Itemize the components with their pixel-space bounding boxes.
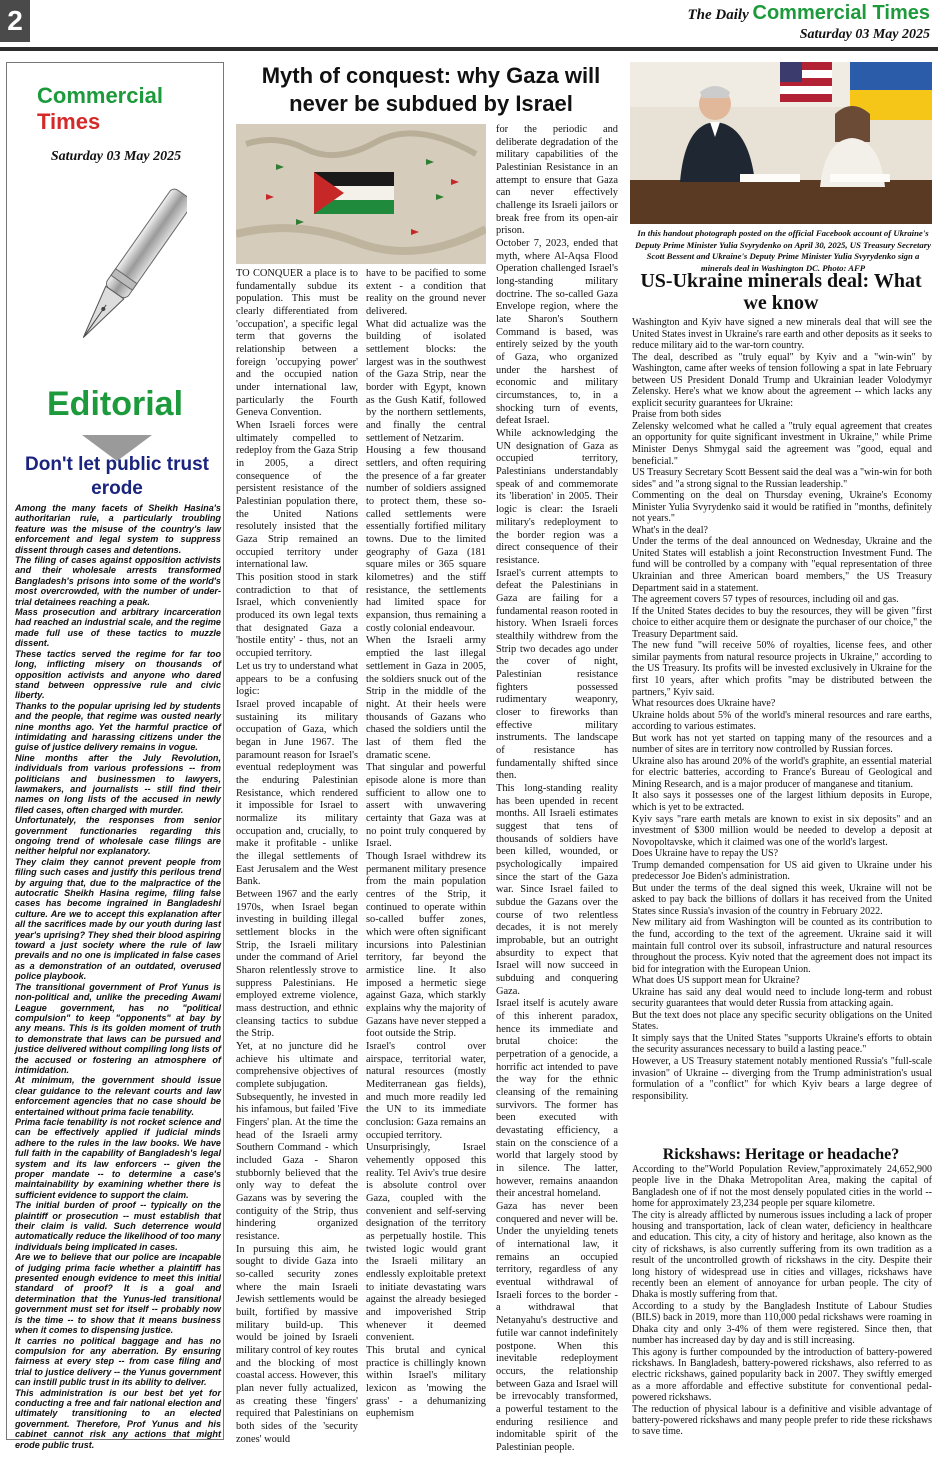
paragraph: According to a study by the Bangladesh Institute of Labour Studies (BILS) back in 2019, more than 110,000 pedal rickshaws were roaming in Dhaka city and only 3-4% of them were registered. Since then, that number has increased day by day and is still increasing. — [632, 1300, 932, 1347]
paragraph: Subsequently, he invested in his infamous, but failed 'Five Fingers' plan. At the time the head of the Israeli army Southern Command - which included Gaza - Sharon stubbornly believed that the only way to defeat the Gazans was by severing the contiguity of the Strip, thus hindering organized resistance. — [236, 1091, 358, 1243]
paragraph: According to the"World Population Review,"approximately 24,652,900 people live in the Dhaka Metropolitan Area, making the capital of Bangladesh one of if not the most densely populated cities in the world -- home for approximately 23,234 people per square kilometre. — [632, 1164, 932, 1210]
paragraph: Though Israel withdrew its permanent military presence from the main population centres of the Strip, it continued to operate within so-called buffer zones, which were often significant incursions into Palestinian territory, far beyond the armistice line. It also imposed a hermetic siege against Gaza, which starkly explains why the majority of Gazans have never stepped a foot outside the Strip. — [366, 850, 487, 1040]
masthead — [688, 2, 931, 43]
paragraph: These tactics served the regime for far too long, inflicting misery on thousands of opposition activists and anyone who dared stand between oppressive rule and civic liberty. — [15, 648, 221, 701]
paragraph: New military aid from Washington will be counted as its contribution to the fund, according to the text of the agreement. Ukraine said it will maintain full control over its subsoil, infrastructure and natural resources throughout the process. Kyiv noted that the agreement does not impact its bid for integration with the European Union. — [632, 917, 932, 975]
subheading: Praise from both sides — [632, 409, 722, 421]
paragraph: Washington and Kyiv have signed a new minerals deal that will see the United States invest in Ukraine's rare earth and other deposits as it seeks to reduce military aid to the war-torn country. — [632, 317, 932, 352]
paragraph: Ukraine holds about 5% of the world's mineral resources and rare earths, according to various estimates. — [632, 709, 932, 733]
subheading: What resources does Ukraine have? — [632, 698, 776, 710]
paragraph: When the Israeli army emptied the last illegal settlement in Gaza in 2005, the soldiers snuck out of the Strip in the middle of the night. At their heels were thousands of Gazans who chased the soldiers until the last of them fled the dramatic scene. — [366, 635, 486, 761]
paragraph: Unsurprisingly, Israel vehemently opposed this reality. Tel Aviv's true desire is absolute control over Gaza, coupled with the convenient and self-serving designation of the territory as perpetually hostile. This twisted logic would grant the Israeli military an endlessly exploitable pretext to initiate devastating wars against the already besieged and impoverished Strip whenever it deemed convenient. — [366, 1142, 486, 1344]
paragraph: TO CONQUER a place is to fundamentally subdue its population. This must be clearly differentiated from 'occupation', a specific legal term that governs the relationship between a foreign 'occupying power' and the occupied nation under international law, particularly the Fourth Geneva Convention. — [236, 268, 358, 419]
paragraph: Between 1967 and the early 1970s, when Israel began investing in building illegal settlement blocks in the Strip, the Israeli military under the command of Ariel Sharon relentlessly strove to suppress Palestinians. He employed extreme violence, mass destruction, and ethnic cleansing tactics to subdue the Strip. — [236, 888, 358, 1040]
gaza-article-column-2 — [366, 268, 486, 1421]
minerals-article-title: US-Ukraine minerals deal: What we know — [640, 270, 922, 314]
paragraph: What did actualize was the building of isolated settlement blocks: the largest was in the southwest of the Gaza Strip, near the border with Egypt, known as the Gush Katif, followed by the northern settlements, and finally the central settlement of Netzarim. — [366, 318, 486, 444]
minerals-deal-signing-photo — [630, 62, 932, 224]
paragraph: for the periodic and deliberate degradation of the military capabilities of the Palestinian Resistance in an attempt to ensure that Gaza can never effectively challenge its Israeli jailors or break free from its open-air prison. — [496, 124, 618, 237]
paragraph: When Israeli forces were ultimately compelled to redeploy from the Gaza Strip in 2005, a direct consequence of the persistent resistance of the Palestinian population there, the United Nations resolutely insisted that the Gaza Strip remained an occupied territory under international law. — [236, 420, 358, 571]
section-label: Editorial — [47, 385, 184, 423]
paragraph: The reduction of physical labour is a definitive and visible advantage of battery-powered rickshaws and many people prefer to ride these rickshaws to save time. — [632, 1403, 932, 1438]
paragraph: This position stood in stark contradiction to that of Israel, which conveniently produced its own legal texts that designated Gaza a 'hostile entity' - thus, not an occupied territory. — [236, 572, 358, 660]
paragraph: Ukraine also has around 20% of the world's graphite, an essential material for electric batteries, according to France's Bureau of Geological and Mining Research, and is a major producer of manganese and titanium. — [632, 755, 932, 790]
paragraph: The agreement covers 57 types of resources, including oil and gas. — [632, 594, 899, 606]
paragraph: The filing of cases against opposition activists and their wholesale arrests transformed Bangladesh's prisons into some of the world's most overcrowded, with the number of under-trial detainees reaching a peak. — [15, 555, 221, 607]
paragraph: have to be pacified to some extent - a condition that reality on the ground never delivered. — [366, 268, 486, 318]
paragraph: Thanks to the popular uprising led by students and the people, that regime was ousted nearly nine months ago. Yet the harmful practice of intimidating and harassing citizens under the guise of justice delivery remains in vogue. — [15, 700, 221, 753]
paragraph: But the text does not place any specific security obligations on the United States. — [632, 1009, 932, 1033]
fountain-pen-icon — [77, 178, 187, 368]
paragraph: The deal, described as "truly equal" by Kyiv and a "win-win" by Washington, came after weeks of tension following a spat in late February between US President Donald Trump and Ukrainian leader Volodymyr Zelensky. Here's what we know about the agreement -- which lacks any explicit security guarantees for Ukraine: — [632, 351, 932, 409]
subheading: What's in the deal? — [632, 524, 708, 536]
paragraph: October 7, 2023, ended that myth, where Al-Aqsa Flood Operation challenged Israel's long-standing military doctrine. The so-called Gaza Envelope region, where the late Sharon's Southern Command is based, was entirely seized by the youth of Gaza, who organized under the harshest of economic and military circumstances, to, in a shocking turn of events, defeat Israel. — [496, 238, 618, 427]
paragraph: Ukraine has said any deal would need to include long-term and robust security guarantees that would deter Russia from attacking again. — [632, 986, 932, 1010]
paragraph: They claim they cannot prevent people from filing such cases and justify this perilous trend by arguing that, due to the malpractice of the autocratic Sheikh Hasina regime, filing false cases has become ingrained in Bangladeshi culture. Are we to accept this explanation after all the sacrifices made by our youth during last year's uprising? They shed their blood aspiring toward a just society where the rule of law prevails and no one is implicated in false cases as a demonstration of an outdated, overused police playbook. — [15, 856, 221, 982]
paragraph: Housing a few thousand settlers, and often requiring the presence of a far greater number of soldiers assigned to protect them, these so-called settlements were essentially fortified military towns. Due to the limited geography of Gaza (181 square miles or 365 square kilometres) and the stiff resistance, the settlements had limited space for expansion, thus remaining a costly colonial endeavour. — [366, 445, 486, 634]
issue-date: Saturday 03 May 2025 — [799, 27, 930, 42]
rickshaw-article-title: Rickshaws: Heritage or headache? — [662, 1146, 900, 1163]
paper-title: Commercial Times — [752, 2, 930, 24]
header-rule — [0, 47, 938, 51]
gaza-article-column-1 — [236, 268, 358, 1446]
paragraph: At minimum, the government should issue clear guidance to the relevant courts and law enforcement agencies that no case should be entertained without prima facie tenability. — [15, 1075, 221, 1117]
sidebar-date: Saturday 03 May 2025 — [50, 149, 182, 164]
paragraph: But work has not yet started on tapping many of the resources and a number of sites are in territory now controlled by Russian forces. — [632, 732, 932, 756]
paragraph: US Treasury Secretary Scott Bessent said the deal was a "win-win for both sides" and "a strong signal to the Russian leadership." — [632, 467, 932, 490]
logo-word-times: Times — [37, 109, 101, 134]
paragraph: This long-standing reality has been upended in recent months. All Israeli estimates suggest that tens of thousands of soldiers have been killed, wounded, or psychologically impaired since the start of the Gaza war. Since Israel failed to subdue the Gazans over the course of two relentless decades, it is not merely improbable, but an outright absurdity to expect that Israel will now succeed in subduing and conquering Gaza. — [496, 782, 618, 997]
paragraph: Are we to believe that our police are incapable of judging prima facie whether a plaintiff has presented enough evidence to meet this initial standard of proof? It is a goal and determination that the Yunus-led transitional government must set for itself -- probably now is the time -- to show that it means business when it comes to dispensing justice. — [15, 1252, 221, 1336]
paragraph: Prima facie tenability is not rocket science and can be effectively applied if judicial minds adhere to the rules in the law books. We have full faith in the capability of Bangladesh's legal system and its law enforcers -- given the proper mandate -- to determine a case's maintainability by examining whether there is sufficient evidence to support the claim. — [15, 1116, 221, 1200]
paragraph: Unfortunately, the responses from senior government functionaries regarding this ongoing trend of wholesale case filings are neither helpful nor explanatory. — [15, 815, 221, 857]
paragraph: The city is already afflicted by numerous issues including a lack of proper housing and transportation, lack of clean water, deficiency in healthcare and education. This city, a city of history and heritage, also known as the city of rickshaws, is also currently suffering from its own tradition as a result of the uncontrolled growth of rickshaws in the city. Despite their long history of widespread use in cities and villages, rickshaws have recently been an element of annoyance for urban people. The city of Dhaka is mostly suffering from that. — [632, 1209, 932, 1301]
paragraph: Israel itself is acutely aware of this inherent paradox, hence its immediate and brutal choice: the perpetration of a genocide, a horrific act intended to pave the way for the ethnic cleansing of the remaining survivors. The former has been executed with devastating efficiency, a stain on the conscience of a world that largely stood by in silence. The latter, however, remains anaandon their ancestral homeland. — [496, 998, 618, 1200]
paragraph: Israel's current attempts to defeat the Palestinians in Gaza are failing for a fundamental reason rooted in history. When Israeli forces stealthily withdrew from the Strip two decades ago under the cover of night, Palestinian resistance fighters possessed rudimentary weaponry, closer to fireworks than effective military instruments. The landscape of resistance has fundamentally shifted since then. — [496, 567, 618, 782]
paragraph: That singular and powerful episode alone is more than sufficient to allow one to assert with unwavering certainty that Gaza was at no point truly conquered by Israel. — [366, 762, 486, 850]
paragraph: The new fund "will receive 50% of royalties, license fees, and other similar payments from natural resource projects in Ukraine," according to the US Treasury. Its profits will be invested exclusively in Ukraine for the first 10 years, after which profits "may be distributed between the partners," Kyiv said. — [632, 640, 932, 698]
paragraph: If the United States decides to buy the resources, they will be given "first choice to either acquire them or designate the purchaser of our choice," the Treasury Department said. — [632, 605, 932, 640]
paragraph: Yet, at no juncture did he achieve his ultimate and comprehensive objectives of complete subjugation. — [236, 1040, 358, 1090]
paragraph: Commenting on the deal on Thursday evening, Ukraine's Economy Minister Yulia Svyrydenko said it would be ratified in "months, definitely not years." — [632, 490, 932, 525]
paragraph: Trump demanded compensation for US aid given to Ukraine under his predecessor Joe Biden's administration. — [632, 859, 932, 883]
paragraph: Gaza has never been conquered and never will be. Under the unyielding tenets of international law, it remains an occupied territory, regardless of any eventual withdrawal of Israeli forces to the border - a withdrawal that Netanyahu's destructive and futile war cannot indefinitely postpone. When this inevitable redeployment occurs, the relationship between Gaza and Israel will be irrevocably transformed, a powerful testament to the enduring resilience and indomitable spirit of the Palestinian people. — [496, 1201, 618, 1453]
gaza-article-title: Myth of conquest: why Gaza will never be subdued by Israel — [261, 63, 601, 116]
paper-name — [688, 2, 931, 25]
paragraph: This brutal and cynical practice is chillingly known within Israel's military lexicon as 'mowing the grass' - a dehumanizing euphemism — [366, 1345, 486, 1420]
paragraph: Kyiv says "rare earth metals are known to exist in six deposits" and an investment of $300 million would be needed to develop a deposit at Novopoltavske, which it claimed was one of the world's largest. — [632, 813, 932, 848]
editorial-sidebar — [6, 62, 224, 1450]
subheading: What does US support mean for Ukraine? — [632, 975, 800, 987]
paragraph: The transitional government of Prof Yunus is non-political and, unlike the preceding Awami League government, has no "political compulsion" to keep "opponents" at bay by any means. This is its golden moment of truth to demonstrate that laws can be pursued and justice delivered without compiling long lists of the accused or fostering an atmosphere of intimidation. — [15, 981, 221, 1075]
paragraph: Let us try to understand what appears to be a confusing logic: — [236, 660, 358, 698]
subheading: Does Ukraine have to repay the US? — [632, 848, 779, 860]
paper-prefix: The Daily — [687, 7, 749, 23]
paragraph: Among the many facets of Sheikh Hasina's authoritarian rule, a particularly troubling feature was the misuse of the country's law enforcement and legal system to suppress dissent through cases and detentions. — [15, 503, 221, 555]
paragraph: The initial burden of proof -- typically on the plaintiff or prosecution -- must establish that their claim is valid. Such deterrence would automatically reduce the likelihood of too many individuals being implicated in cases. — [15, 1200, 221, 1252]
paragraph: It carries no political baggage and has no compulsion for any aberration. By ensuring fairness at every step -- from case filing and trial to justice delivery -- the Yunus government can instill public trust in its ability to deliver. — [15, 1335, 221, 1388]
paragraph: This agony is further compounded by the introduction of battery-powered rickshaws. In Bangladesh, battery-powered rickshaws, also referred to as electric rickshaws, gained popularity back in 2007. They swiftly emerged as a more affordable and effective substitute for conventional pedal-powered rickshaws. — [632, 1346, 932, 1404]
paragraph: However, a US Treasury statement notably mentioned Russia's "full-scale invasion" of Ukraine -- diverging from the Trump administration's usual formulation of a "conflict" for which Kyiv bears a large degree of responsibility. — [632, 1056, 932, 1102]
logo-word-commercial: Commercial — [37, 83, 163, 108]
sidebar-logo — [37, 83, 207, 135]
palestinian-flag-mural-image — [236, 124, 486, 264]
paragraph: Mass prosecution and arbitrary incarceration had reached an industrial scale, and the regime made full use of these tactics to muzzle dissent. — [15, 607, 221, 649]
editorial-body — [15, 503, 221, 1450]
paragraph: Israel proved incapable of sustaining its military occupation of Gaza, which began in June 1967. The paramount reason for Israel's eventual redeployment was the enduring Palestinian Resistance, which rendered it impossible for Israel to normalize its military occupation and, crucially, to make it profitable - unlike the illegal settlements of East Jerusalem and the West Bank. — [236, 698, 358, 888]
paragraph: It simply says that the United States "supports Ukraine's efforts to obtain the security assurances necessary to build a lasting peace." — [632, 1032, 932, 1056]
paragraph: Zelensky welcomed what he called a "truly equal agreement that creates an opportunity for quite significant investment in Ukraine," while Prime Minister Denys Shmygal said the agreement was "good, equal and beneficial." — [632, 420, 932, 467]
minerals-article-body — [632, 317, 932, 1102]
paragraph: In pursuing this aim, he sought to divide Gaza into so-called security zones where the main Israeli Jewish settlements would be built, fortified by massive military build-up. This would be joined by Israeli military control of key routes and the blocking of most coastal access. However, this plan never fully actualized, as creating these 'fingers' required that Palestinians on both sides of the 'security zones' would — [236, 1243, 358, 1445]
gaza-article-column-3 — [496, 124, 618, 1455]
paragraph: It also says it possesses one of the largest lithium deposits in Europe, which is yet to be extracted. — [632, 790, 932, 813]
paragraph: While acknowledging the UN designation of Gaza as occupied territory, Palestinians understandably speak of and commemorate its 'liberation' in 2005. Their logic is clear: the Israeli military's redeployment to the border region was a direct consequence of their resistance. — [496, 428, 618, 566]
paragraph: Under the terms of the deal announced on Wednesday, Ukraine and the United States will establish a joint Reconstruction Investment Fund. The fund will be controlled by a company with "equal representation of three Ukrainian and three American board members," the US Treasury Department said in a statement. — [632, 536, 932, 594]
paragraph: Israel's control over airspace, territorial water, natural resources (mostly Mediterranean gas fields), and much more readily led the UN to its immediate conclusion: Gaza remains an occupied territory. — [366, 1040, 486, 1141]
rickshaw-article-body — [632, 1164, 932, 1438]
editorial-headline: Don't let public trust erode — [25, 454, 209, 499]
photo-caption: In this handout photograph posted on the official Facebook account of Ukraine's Deputy Prime Minister Yulia Svyrydenko on April 30, 2025, US Treasury Secretary Scott Bessent and Ukraine's Deputy Prime Minister Yulia Svyrydenko sign a minerals deal in Washington DC. Photo: AFP — [635, 228, 931, 273]
paragraph: But under the terms of the deal signed this week, Ukraine will not be asked to pay back the billions of dollars it has received from the United States since Russia's invasion of the country in February 2022. — [632, 882, 932, 917]
page-number: 2 — [0, 0, 30, 42]
paragraph: Nine months after the July Revolution, individuals from various professions -- from politicians and businessmen to lawyers, lawmakers, and journalists -- still find their names on long lists of the accused in newly filed cases, often charged with murder. — [15, 752, 221, 815]
paragraph: This administration is our best bet yet for conducting a free and fair national election and ultimately transitioning to an elected government. Therefore, Prof Yunus and his cabinet cannot risk any actions that might erode public trust. — [15, 1387, 221, 1450]
